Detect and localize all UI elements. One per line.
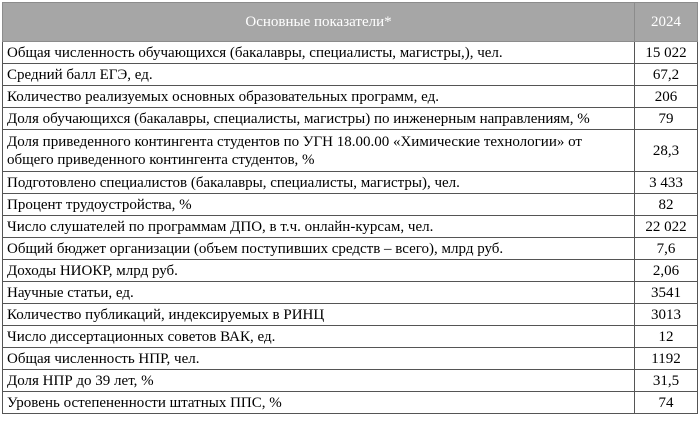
table-row [3, 194, 698, 216]
table-row [3, 216, 698, 238]
row-label: Средний балл ЕГЭ, ед. [3, 64, 635, 86]
row-label: Доля приведенного контингента студентов по УГН 18.00.00 «Химические технологии» от общего приведенного контингента студентов, % [3, 130, 635, 172]
table-row [3, 392, 698, 414]
row-value: 12 [635, 326, 698, 348]
header-year: 2024 [635, 3, 698, 42]
row-value: 3 433 [635, 172, 698, 194]
table-row [3, 130, 698, 172]
row-label: Количество реализуемых основных образовательных программ, ед. [3, 86, 635, 108]
table-row [3, 108, 698, 130]
row-value: 206 [635, 86, 698, 108]
row-label: Число слушателей по программам ДПО, в т.ч. онлайн-курсам, чел. [3, 216, 635, 238]
row-label: Доходы НИОКР, млрд руб. [3, 260, 635, 282]
table-row [3, 326, 698, 348]
row-label: Процент трудоустройства, % [3, 194, 635, 216]
row-label: Общая численность обучающихся (бакалавры, специалисты, магистры,), чел. [3, 42, 635, 64]
row-value: 3013 [635, 304, 698, 326]
row-label: Уровень остепененности штатных ППС, % [3, 392, 635, 414]
row-label: Количество публикаций, индексируемых в РИНЦ [3, 304, 635, 326]
row-value: 28,3 [635, 130, 698, 172]
row-label: Подготовлено специалистов (бакалавры, специалисты, магистры), чел. [3, 172, 635, 194]
table-row [3, 348, 698, 370]
row-value: 79 [635, 108, 698, 130]
row-value: 31,5 [635, 370, 698, 392]
row-value: 82 [635, 194, 698, 216]
table-row [3, 86, 698, 108]
table-row [3, 282, 698, 304]
table-row [3, 304, 698, 326]
table-row [3, 42, 698, 64]
row-value: 67,2 [635, 64, 698, 86]
row-value: 7,6 [635, 238, 698, 260]
row-value: 74 [635, 392, 698, 414]
row-value: 1192 [635, 348, 698, 370]
row-value: 2,06 [635, 260, 698, 282]
table-row [3, 172, 698, 194]
table-body [3, 42, 698, 414]
table-row [3, 64, 698, 86]
row-label: Научные статьи, ед. [3, 282, 635, 304]
table-row [3, 238, 698, 260]
table-header-row [3, 3, 698, 42]
row-label: Общий бюджет организации (объем поступивших средств – всего), млрд руб. [3, 238, 635, 260]
table-row [3, 370, 698, 392]
row-value: 15 022 [635, 42, 698, 64]
row-label: Доля обучающихся (бакалавры, специалисты, магистры) по инженерным направлениям, % [3, 108, 635, 130]
header-indicators: Основные показатели* [3, 3, 635, 42]
row-value: 3541 [635, 282, 698, 304]
indicators-table [2, 2, 698, 414]
row-label: Доля НПР до 39 лет, % [3, 370, 635, 392]
indicators-table-container [2, 2, 697, 414]
table-row [3, 260, 698, 282]
row-label: Общая численность НПР, чел. [3, 348, 635, 370]
row-value: 22 022 [635, 216, 698, 238]
row-label: Число диссертационных советов ВАК, ед. [3, 326, 635, 348]
